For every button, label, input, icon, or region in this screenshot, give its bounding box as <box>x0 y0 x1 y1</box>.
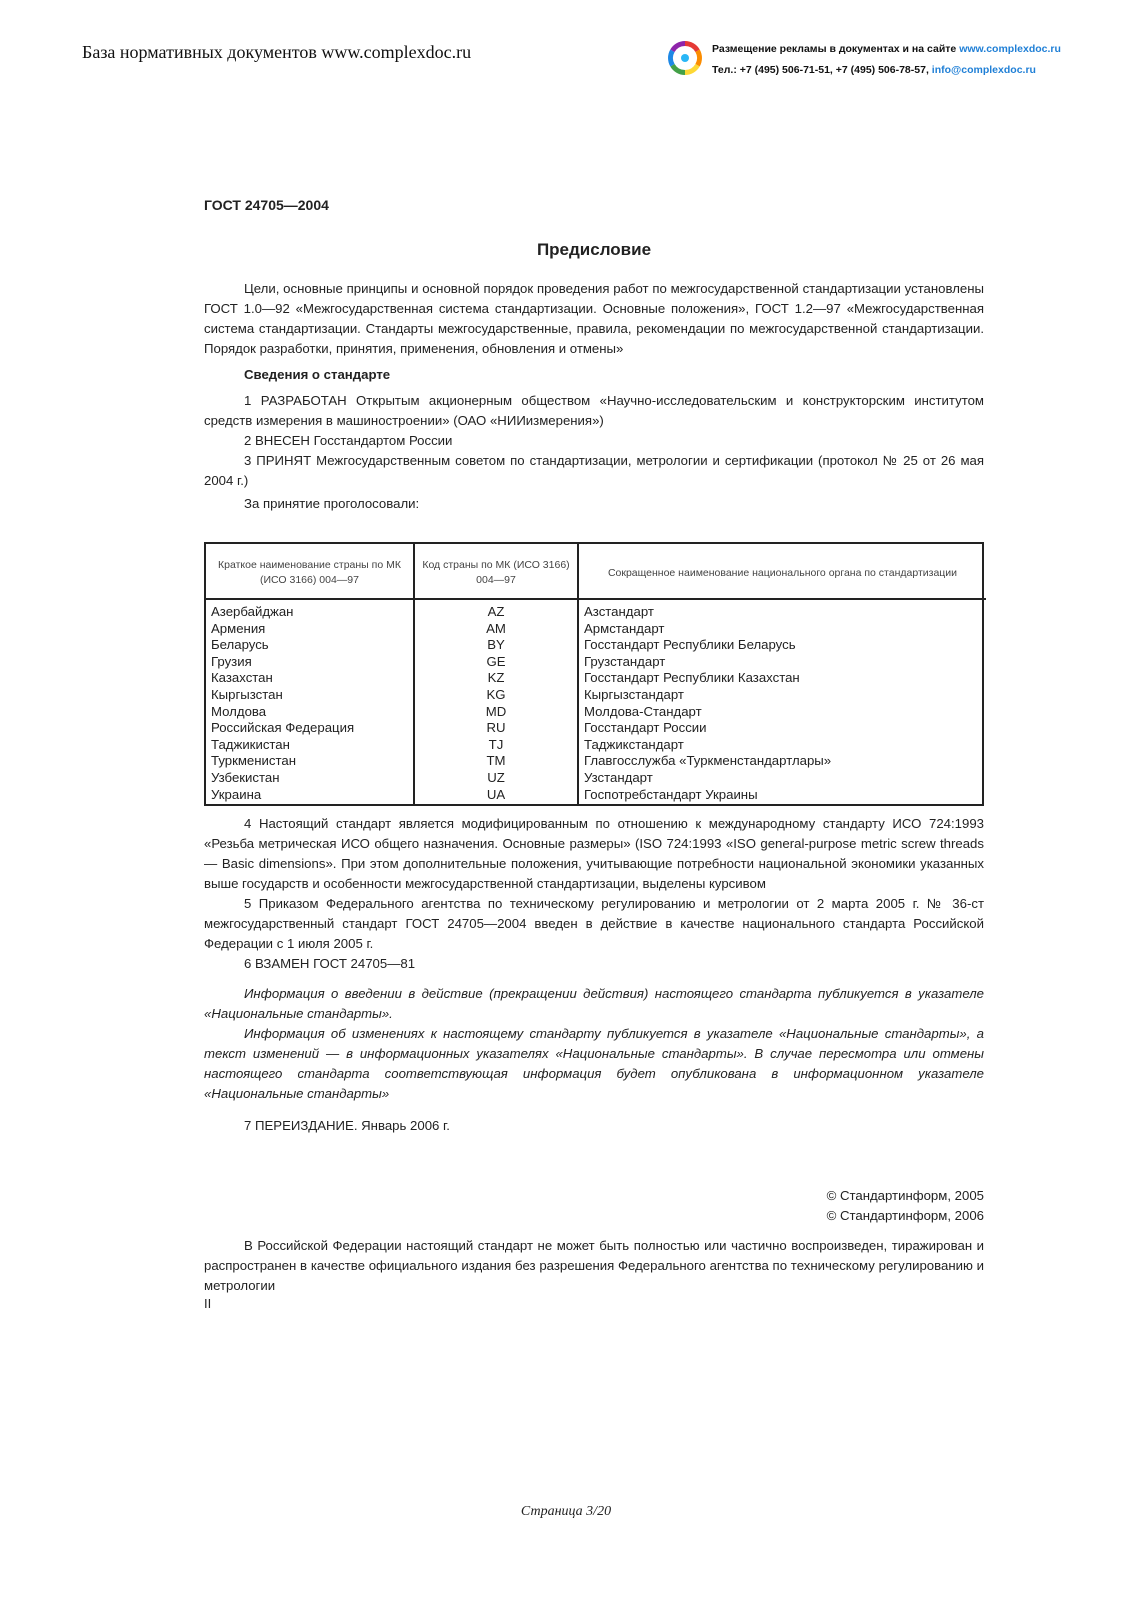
voting-table-wrap <box>204 542 984 806</box>
table-row <box>206 787 986 805</box>
table-row <box>206 621 986 638</box>
cell-body: Госстандарт России <box>584 720 707 736</box>
cell-country: Армения <box>206 621 414 638</box>
copyright-line: © Стандартинформ, 2006 <box>826 1208 984 1223</box>
ad-text: Размещение рекламы в документах и на сайте <box>712 43 960 55</box>
page-counter: Страница 3/20 <box>520 1504 612 1519</box>
table-row <box>206 737 986 754</box>
cell-body: Главгосслужба «Туркменстандартлары» <box>584 753 832 769</box>
table-row <box>206 770 986 787</box>
phone-text: Тел.: +7 (495) 506-71-51, +7 (495) 506-78-57, <box>712 64 932 76</box>
header-country: Краткое наименование страны по МК (ИСО 3166) 004—97 <box>206 544 414 599</box>
site-header-text: База нормативных документов www.complexdoc.ru <box>82 42 472 62</box>
cell-code: GE <box>414 654 578 671</box>
voting-table <box>206 544 986 804</box>
cell-body: Госстандарт Республики Беларусь <box>584 637 796 653</box>
cell-country: Таджикистан <box>206 737 414 754</box>
cell-code: BY <box>414 637 578 654</box>
standard-code: ГОСТ 24705—2004 <box>204 197 329 213</box>
item-4: 4 Настоящий стандарт является модифицированным по отношению к международному стандарту ИСО 724:1993 «Резьба метрическая ИСО общего назначения. Основные размеры» (ISO 724:1993 «ISO general-purpose metric screw threads — Basic dimensions». При этом дополнительные положения, учитывающие потребности национальной экономики указанных выше государств и особенности межгосударственной стандартизации, выделены курсивом <box>204 816 984 891</box>
intro-paragraph: Цели, основные принципы и основной порядок проведения работ по межгосударственной стандартизации установлены ГОСТ 1.0—92 «Межгосударственная система стандартизации. Основные положения», ГОСТ 1.2—97 «Межгосударственная система стандартизации. Стандарты межгосударственные, правила, рекомендации по межгосударственной стандартизации. Порядок разработки, принятия, применения, обновления и отмены» <box>204 281 984 356</box>
email-link[interactable]: info@complexdoc.ru <box>931 64 1036 76</box>
item-1: 1 РАЗРАБОТАН Открытым акционерным обществом «Научно-исследовательским и конструкторским институтом средств измерения в машиностроении» (ОАО «НИИизмерения») <box>204 393 984 428</box>
table-row <box>206 704 986 721</box>
cell-code: AZ <box>414 599 578 621</box>
cell-code: RU <box>414 720 578 737</box>
voted-label: За принятие проголосовали: <box>244 496 420 511</box>
italic-info-2: Информация об изменениях к настоящему стандарту публикуется в указателе «Национальные стандарты», а текст изменений — в информационных указателях «Национальные стандарты». В случае пересмотра или отмены настоящего стандарта соответствующая информация будет опубликована в информационном указателе «Национальные стандарты» <box>204 1026 984 1101</box>
table-row <box>206 599 986 621</box>
cell-country: Молдова <box>206 704 414 721</box>
copyright-block <box>827 1186 984 1226</box>
cell-body: Узстандарт <box>584 769 653 785</box>
item-5: 5 Приказом Федерального агентства по техническому регулированию и метрологии от 2 марта 2005 г. № 36-ст межгосударственный стандарт ГОСТ 24705—2004 введен в действие в качестве национального стандарта Российской Федерации с 1 июля 2005 г. <box>204 896 984 951</box>
cell-body: Госстандарт Республики Казахстан <box>584 670 800 686</box>
item-2: 2 ВНЕСЕН Госстандартом России <box>244 433 453 448</box>
cell-code: UA <box>414 787 578 805</box>
cell-country: Грузия <box>206 654 414 671</box>
cell-country: Украина <box>206 787 414 805</box>
reproduction-notice <box>204 1236 984 1296</box>
table-row <box>206 637 986 654</box>
cell-body: Кыргызстандарт <box>584 686 684 702</box>
cell-code: KG <box>414 687 578 704</box>
roman-page-number: II <box>204 1296 212 1311</box>
cell-country: Кыргызстан <box>206 687 414 704</box>
item-3: 3 ПРИНЯТ Межгосударственным советом по стандартизации, метрологии и сертификации (протокол № 25 от 26 мая 2004 г.) <box>204 453 984 488</box>
cell-body: Молдова-Стандарт <box>584 703 702 719</box>
cell-body: Таджикстандарт <box>584 736 684 752</box>
header-code: Код страны по МК (ИСО 3166) 004—97 <box>414 544 578 599</box>
table-row <box>206 687 986 704</box>
cell-country: Беларусь <box>206 637 414 654</box>
section-title: Предисловие <box>536 240 652 259</box>
cell-code: AM <box>414 621 578 638</box>
cell-code: UZ <box>414 770 578 787</box>
cell-body: Азстандарт <box>584 604 654 619</box>
cell-code: TJ <box>414 737 578 754</box>
item-6: 6 ВЗАМЕН ГОСТ 24705—81 <box>244 956 416 971</box>
cell-country: Туркменистан <box>206 753 414 770</box>
preface-block-1 <box>204 279 984 514</box>
complexdoc-gear-logo-icon <box>667 40 703 76</box>
notice-paragraph: В Российской Федерации настоящий стандарт не может быть полностью или частично воспроизведен, тиражирован и распространен в качестве официального издания без разрешения Федерального агентства по техническому регулированию и метрологии <box>204 1238 984 1293</box>
info-heading: Сведения о стандарте <box>244 367 391 382</box>
table-row <box>206 670 986 687</box>
site-link[interactable]: www.complexdoc.ru <box>959 43 1061 55</box>
table-row <box>206 753 986 770</box>
cell-body: Госпотребстандарт Украины <box>584 786 758 802</box>
cell-body: Грузстандарт <box>584 653 666 669</box>
cell-body: Армстандарт <box>584 620 665 636</box>
cell-country: Азербайджан <box>206 599 414 621</box>
table-header-row <box>206 544 986 599</box>
advertising-contacts <box>712 39 1061 81</box>
table-row <box>206 654 986 671</box>
cell-code: TM <box>414 753 578 770</box>
cell-code: KZ <box>414 670 578 687</box>
header-body: Сокращенное наименование национального органа по стандартизации <box>578 544 986 599</box>
cell-country: Казахстан <box>206 670 414 687</box>
preface-block-2 <box>204 814 984 1136</box>
copyright-line: © Стандартинформ, 2005 <box>826 1188 984 1203</box>
item-7: 7 ПЕРЕИЗДАНИЕ. Январь 2006 г. <box>244 1118 450 1133</box>
italic-info-1: Информация о введении в действие (прекращении действия) настоящего стандарта публикуется в указателе «Национальные стандарты». <box>204 986 984 1021</box>
cell-code: MD <box>414 704 578 721</box>
cell-country: Узбекистан <box>206 770 414 787</box>
table-row <box>206 720 986 737</box>
cell-country: Российская Федерация <box>206 720 414 737</box>
